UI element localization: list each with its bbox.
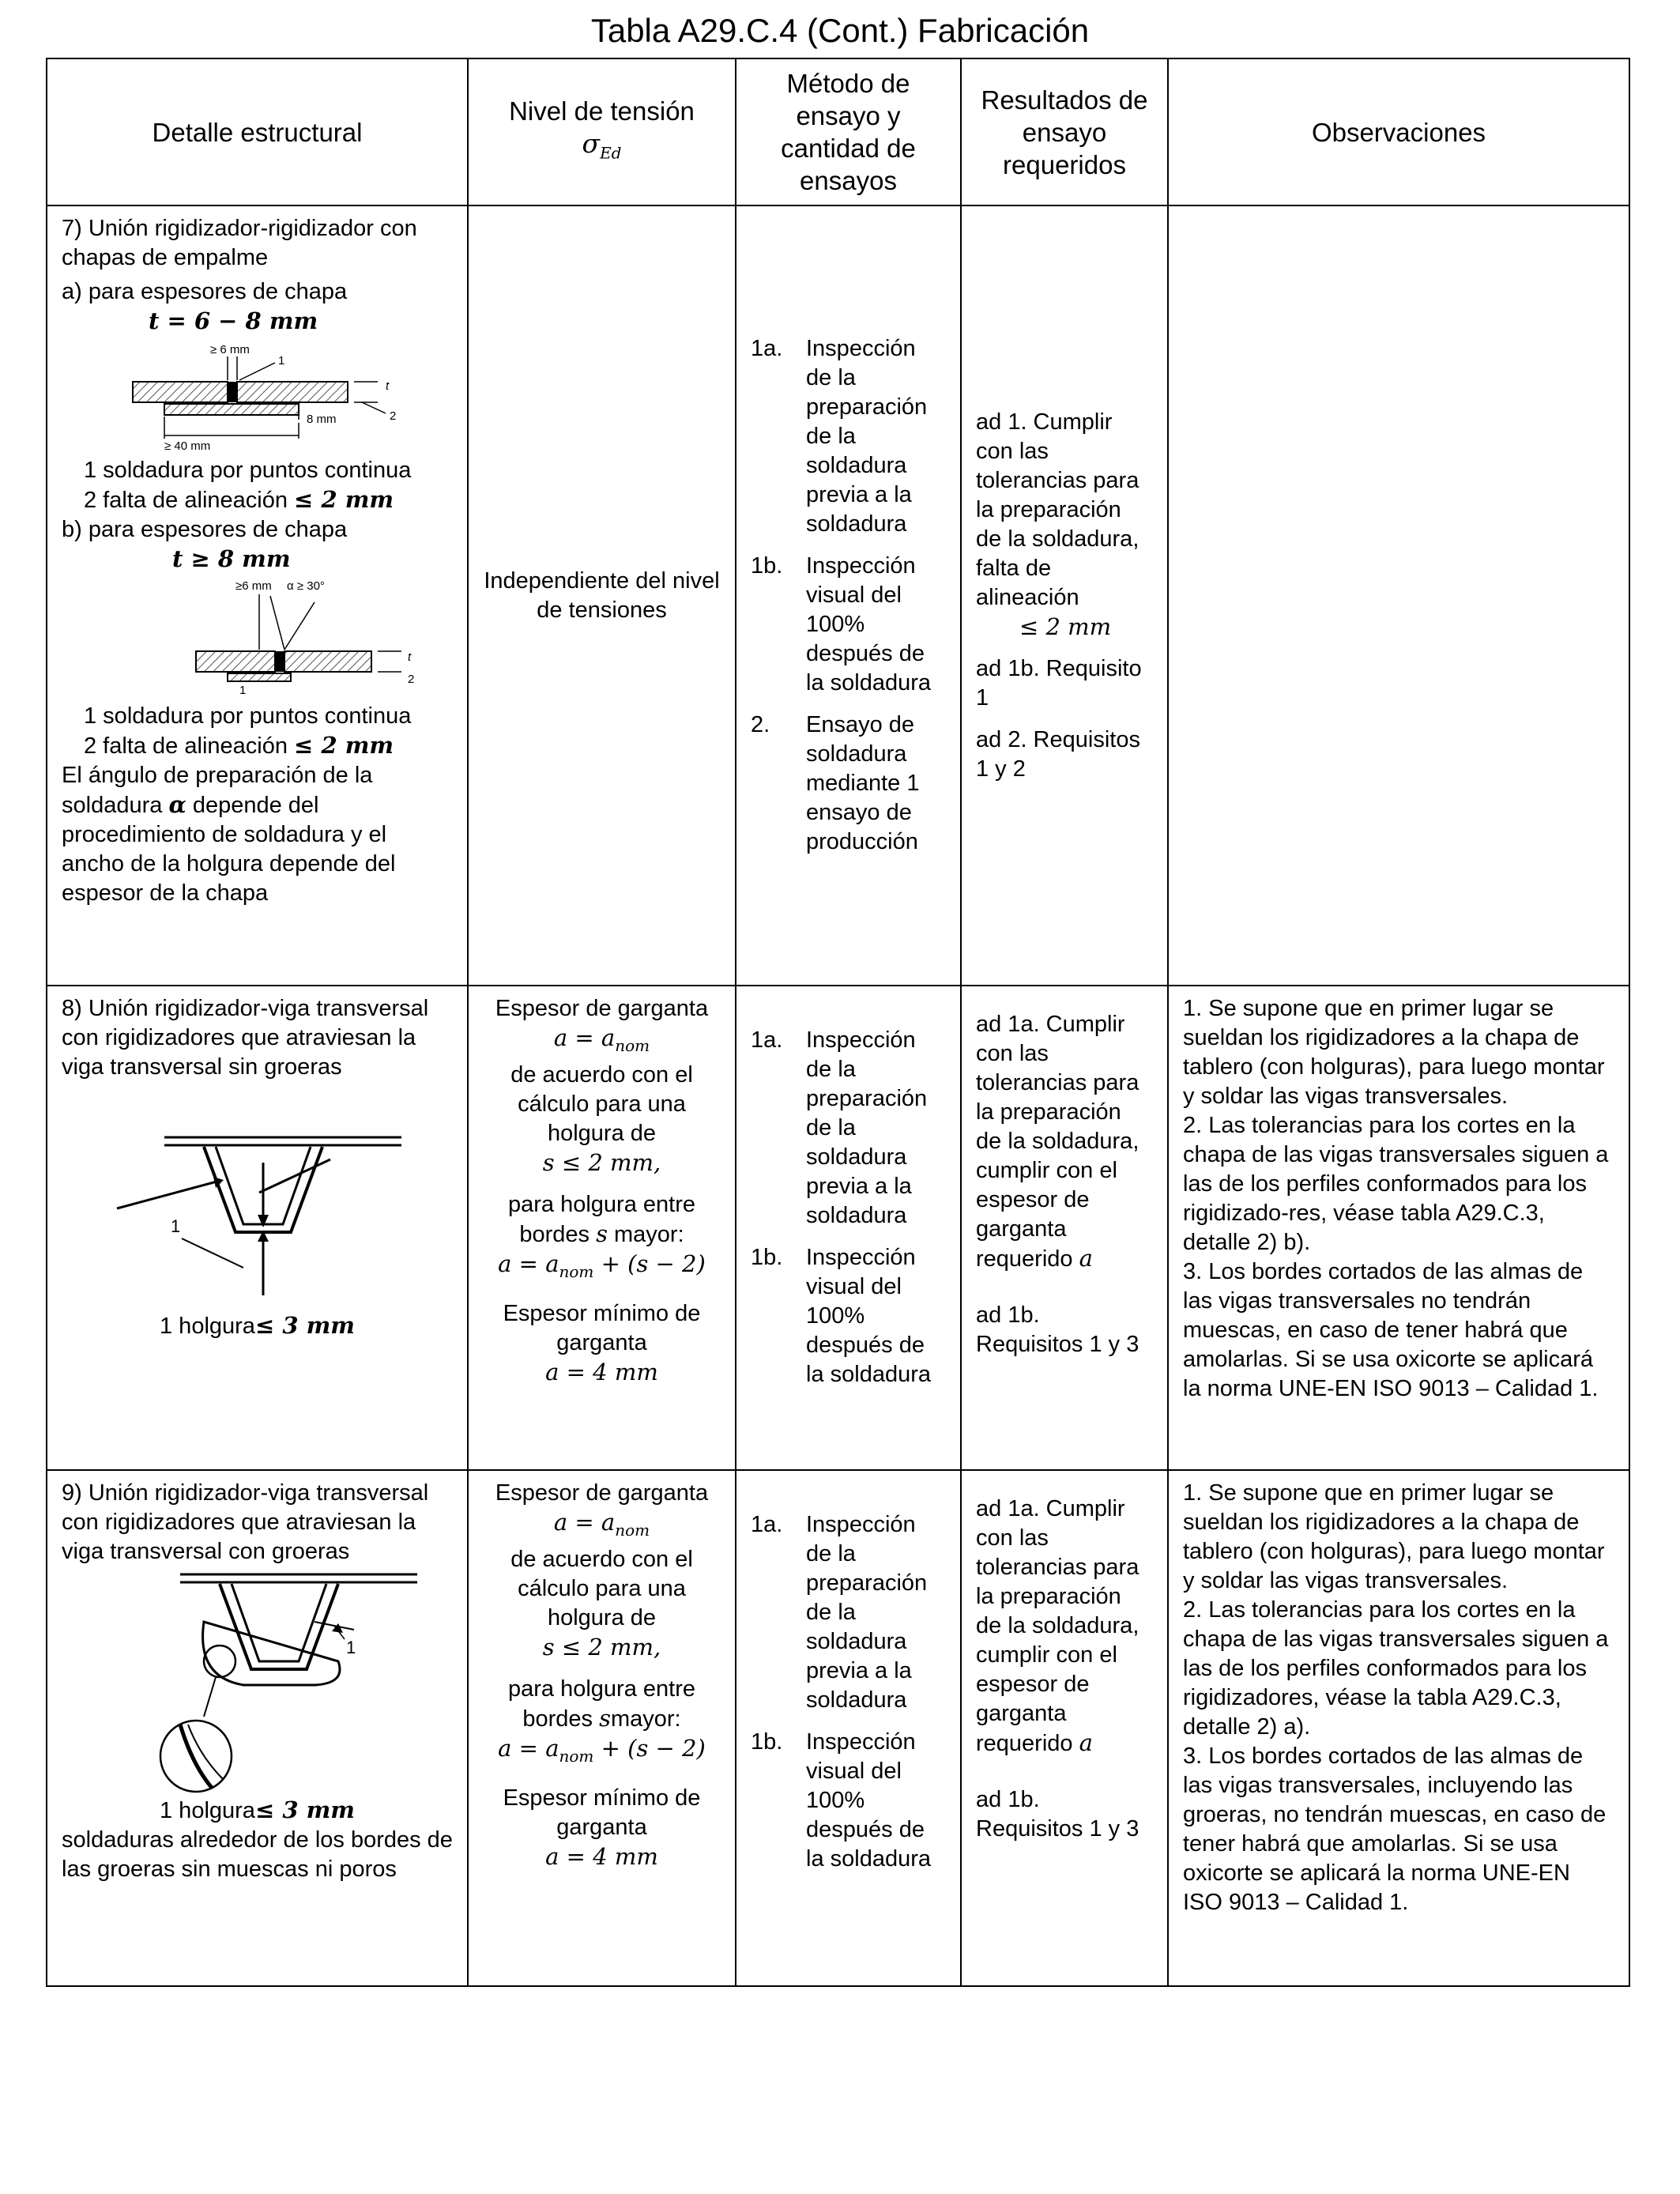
row7-methods bbox=[736, 205, 961, 986]
row9-tension: Espesor de garganta $a = a_{nom}$ de acuerdo con el cálculo para una holgura de s ≤ 2 mm, para holgura entre bordes smayor: $a = a_{nom} + (s - 2)$ Espesor mínimo de garganta a = 4 mm bbox=[468, 1470, 736, 1986]
row7-title: 7) Unión rigidizador-rigidizador con chapas de empalme bbox=[62, 216, 417, 270]
row9-observations: 1. Se supone que en primer lugar se sueldan los rigidizadores a la chapa de tablero (con holguras), para luego montar y soldar las vigas transversales. 2. Las tolerancias para los cortes en la chapa de las vigas transversales siguen a las de los perfiles conformados para los rigidizadores, véase la tabla A29.C.3, detalle 2) a). 3. Los bordes cortados de las almas de las vigas transversales, incluyendo las groeras, no tendrán muescas, en caso de tener habrá que amolarlas. Si se usa oxicorte se aplicará la norma UNE-EN ISO 9013 – Calidad 1. bbox=[1168, 1470, 1629, 1986]
row8-tension: Espesor de garganta $a = a_{nom}$ de acuerdo con el cálculo para una holgura de s ≤ 2 mm, para holgura entre bordes s mayor: $a = a_{nom} + (s - 2)$ Espesor mínimo de garganta a = 4 mm bbox=[468, 986, 736, 1470]
svg-text:1: 1 bbox=[278, 354, 285, 368]
row7-figure-b bbox=[109, 579, 441, 697]
header-observations: Observaciones bbox=[1168, 58, 1629, 205]
row7-observations bbox=[1168, 205, 1629, 986]
fabrication-table bbox=[46, 58, 1630, 1987]
svg-text:t: t bbox=[386, 379, 390, 393]
row9-figure bbox=[156, 1566, 425, 1796]
row7-detail: 7) Unión rigidizador-rigidizador con chapas de empalme a) para espesores de chapa t = 6 − 8 mm ≥ 6 mm 1 8 mm ≥ 40 mm t 2 1 soldadura por puntos continua 2 falta de alineación ≤ 2 mm b) para espesores de chapa t ≥ 8 mm ≥6 mm α ≥ 30° t 2 1 1 soldadura por puntos continua 2 falta de alineación ≤ 2 mm El ángulo de preparación de la soldadura α depende del procedimiento de soldadura y el ancho de la holgura depende del espesor de la chapa bbox=[47, 205, 468, 986]
table-row bbox=[47, 986, 1629, 1470]
svg-text:t: t bbox=[408, 650, 412, 664]
row9-title: 9) Unión rigidizador-viga transversal con rigidizadores que atraviesan la viga transversal con groeras bbox=[62, 1480, 429, 1564]
list-item: 1b. Inspección visual del 100% después de la soldadura bbox=[751, 1729, 931, 1872]
svg-text:≥ 40 mm: ≥ 40 mm bbox=[164, 439, 211, 451]
row8-detail: 8) Unión rigidizador-viga transversal con rigidizadores que atraviesan la viga transversal sin groeras 1 1 holgura≤ 3 mm bbox=[47, 986, 468, 1470]
header-method: Método de ensayo y cantidad de ensayos bbox=[736, 58, 961, 205]
list-item: 1a. Inspección de la preparación de la soldadura previa a la soldadura bbox=[751, 336, 928, 537]
row8-methods bbox=[736, 986, 961, 1470]
header-tension: Nivel de tensión $\sigma_{Ed}$ bbox=[468, 58, 736, 205]
row7-results: ad 1. Cumplir con las tolerancias para la preparación de la soldadura, falta de alineación ≤ 2 mm ad 1b. Requisito 1 ad 2. Requisitos 1 y 2 bbox=[961, 205, 1168, 986]
svg-text:≥6 mm: ≥6 mm bbox=[235, 579, 272, 593]
header-row bbox=[47, 58, 1629, 205]
svg-text:2: 2 bbox=[390, 409, 397, 423]
svg-text:8 mm: 8 mm bbox=[307, 413, 337, 426]
row8-results: ad 1a. Cumplir con las tolerancias para la preparación de la soldadura, cumplir con el espesor de garganta requerido a ad 1b. Requisitos 1 y 3 bbox=[961, 986, 1168, 1470]
list-item: 1a. Inspección de la preparación de la soldadura previa a la soldadura bbox=[751, 1512, 928, 1713]
table-row bbox=[47, 1470, 1629, 1986]
row9-methods bbox=[736, 1470, 961, 1986]
svg-text:2: 2 bbox=[408, 673, 415, 686]
row8-figure bbox=[109, 1114, 409, 1303]
list-item: 2. Ensayo de soldadura mediante 1 ensayo de producción bbox=[751, 712, 920, 854]
list-item: 1a. Inspección de la preparación de la soldadura previa a la soldadura bbox=[751, 1027, 928, 1228]
svg-text:1: 1 bbox=[171, 1216, 181, 1236]
page-title: Tabla A29.C.4 (Cont.) Fabricación bbox=[590, 12, 1090, 49]
svg-text:α ≥ 30°: α ≥ 30° bbox=[287, 579, 325, 593]
header-results: Resultados de ensayo requeridos bbox=[961, 58, 1168, 205]
table-row bbox=[47, 205, 1629, 986]
svg-text:1: 1 bbox=[239, 684, 247, 697]
list-item: 1b. Inspección visual del 100% después de la soldadura bbox=[751, 1245, 931, 1387]
row9-results: ad 1a. Cumplir con las tolerancias para la preparación de la soldadura, cumplir con el espesor de garganta requerido a ad 1b. Requisitos 1 y 3 bbox=[961, 1470, 1168, 1986]
list-item: 1b. Inspección visual del 100% después de la soldadura bbox=[751, 553, 931, 696]
svg-text:≥ 6 mm: ≥ 6 mm bbox=[210, 343, 250, 356]
row9-detail: 9) Unión rigidizador-viga transversal con rigidizadores que atraviesan la viga transversal con groeras 1 1 holgura≤ 3 mm soldaduras alrededor de los bordes de las groeras sin muescas ni poros bbox=[47, 1470, 468, 1986]
row8-observations: 1. Se supone que en primer lugar se sueldan los rigidizadores a la chapa de tablero (con holguras), para luego montar y soldar las vigas transversales. 2. Las tolerancias para los cortes en la chapa de las vigas transversales siguen a las de los perfiles conformados para los rigidizado-res, véase tabla A29.C.3, detalle 2) b). 3. Los bordes cortados de las almas de las vigas transversales no tendrán muescas, en caso de tener habrá que amolarlas. Si se usa oxicorte se aplicará la norma UNE-EN ISO 9013 – Calidad 1. bbox=[1168, 986, 1629, 1470]
header-detail: Detalle estructural bbox=[47, 58, 468, 205]
sigma-ed-symbol: $\sigma_{Ed}$ bbox=[582, 127, 622, 163]
svg-text:1: 1 bbox=[346, 1638, 356, 1657]
row7-figure-a bbox=[109, 341, 441, 451]
row8-title: 8) Unión rigidizador-viga transversal con rigidizadores que atraviesan la viga transversal sin groeras bbox=[62, 996, 429, 1080]
row7-tension: Independiente del nivel de tensiones bbox=[468, 205, 736, 986]
